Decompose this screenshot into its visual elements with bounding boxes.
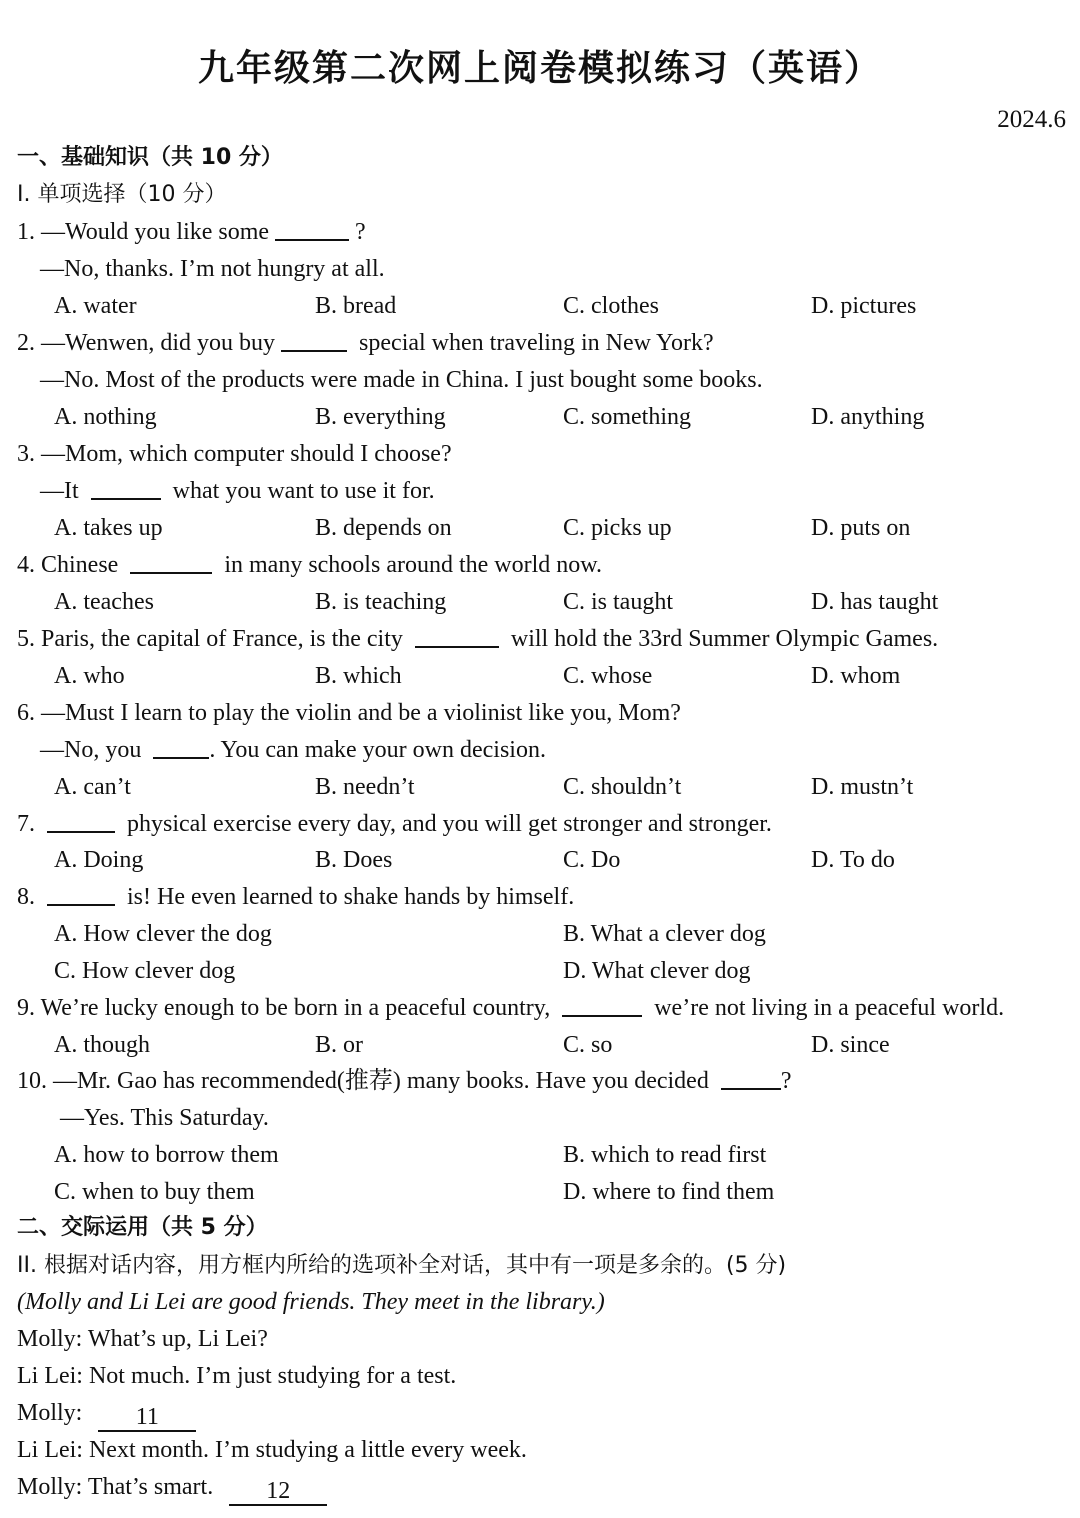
question-5	[17, 621, 938, 658]
dialogue-line-2: Li Lei: Not much. I’m just studying for a test.	[17, 1363, 457, 1389]
question-10	[17, 1063, 791, 1100]
dialogue-line-4: Li Lei: Next month. I’m studying a little every week.	[17, 1437, 527, 1463]
question-text: 4. Chinese	[17, 552, 119, 578]
option-c: C. How clever dog	[54, 958, 236, 984]
option-a: A. nothing	[54, 404, 157, 430]
question-text: is! He even learned to shake hands by himself.	[127, 884, 575, 910]
option-a: A. takes up	[54, 515, 163, 541]
option-a: A. can’t	[54, 774, 131, 800]
dialogue-line-3	[17, 1395, 202, 1432]
question-text: 5. Paris, the capital of France, is the city	[17, 626, 403, 652]
option-d: D. mustn’t	[811, 774, 914, 800]
option-c: C. Do	[563, 847, 621, 873]
question-text: in many schools around the world now.	[224, 552, 603, 578]
option-b: B. which	[315, 663, 402, 689]
answer-blank-12: 12	[229, 1476, 327, 1506]
option-b: B. is teaching	[315, 589, 447, 615]
option-a: A. How clever the dog	[54, 921, 272, 947]
question-3-reply	[40, 473, 435, 510]
question-9	[17, 990, 1004, 1027]
question-1-options	[17, 288, 1057, 325]
question-6: 6. —Must I learn to play the violin and be a violinist like you, Mom?	[17, 700, 681, 726]
question-6-reply	[40, 732, 546, 769]
question-text: . You can make your own decision.	[209, 737, 546, 763]
option-a: A. water	[54, 293, 137, 319]
part-2-heading: II. 根据对话内容，用方框内所给的选项补全对话，其中有一项是多余的。(5 分)	[17, 1253, 787, 1278]
question-number: 7.	[17, 811, 35, 837]
question-1-reply: —No, thanks. I’m not hungry at all.	[40, 256, 385, 282]
question-text: physical exercise every day, and you will get stronger and stronger.	[127, 811, 772, 837]
question-text: special when traveling in New York?	[359, 330, 714, 356]
option-b: B. which to read first	[563, 1142, 767, 1168]
option-b: B. everything	[315, 404, 446, 430]
option-c: C. is taught	[563, 589, 674, 615]
answer-blank	[281, 326, 347, 352]
option-b: B. needn’t	[315, 774, 415, 800]
option-a: A. Doing	[54, 847, 144, 873]
option-c: C. something	[563, 404, 692, 430]
option-d: D. What clever dog	[563, 958, 751, 984]
question-7	[17, 806, 772, 843]
section-2-heading: 二、交际运用（共 5 分）	[17, 1215, 268, 1240]
option-d: D. pictures	[811, 293, 917, 319]
question-text: 1. —Would you like some	[17, 219, 270, 245]
option-c: C. shouldn’t	[563, 774, 682, 800]
option-a: A. teaches	[54, 589, 154, 615]
question-2	[17, 325, 714, 362]
question-5-options	[17, 658, 1057, 695]
question-9-options	[17, 1027, 1057, 1064]
speaker-text: Molly: That’s smart.	[17, 1474, 214, 1500]
option-c: C. whose	[563, 663, 653, 689]
page-title: 九年级第二次网上阅卷模拟练习（英语）	[197, 48, 882, 89]
option-c: C. clothes	[563, 293, 659, 319]
answer-blank	[130, 548, 212, 574]
option-a: A. though	[54, 1032, 150, 1058]
answer-blank	[721, 1064, 781, 1090]
part-1-heading: I. 单项选择（10 分）	[17, 182, 227, 207]
option-d: D. To do	[811, 847, 895, 873]
option-b: B. Does	[315, 847, 393, 873]
question-text: ?	[355, 219, 366, 245]
option-d: D. anything	[811, 404, 925, 430]
question-text: 2. —Wenwen, did you buy	[17, 330, 276, 356]
question-text: will hold the 33rd Summer Olympic Games.	[510, 626, 939, 652]
question-text: —No, you	[40, 737, 142, 763]
question-text: we’re not living in a peaceful world.	[654, 995, 1005, 1021]
speaker-text: Molly:	[17, 1400, 83, 1426]
dialogue-line-5	[17, 1469, 333, 1506]
answer-blank	[47, 880, 115, 906]
question-3-options	[17, 510, 1057, 547]
option-b: B. or	[315, 1032, 363, 1058]
question-text: 9. We’re lucky enough to be born in a peaceful country,	[17, 995, 551, 1021]
question-text: what you want to use it for.	[172, 478, 435, 504]
option-c: C. so	[563, 1032, 613, 1058]
question-4	[17, 547, 602, 584]
option-c: C. picks up	[563, 515, 672, 541]
option-d: D. has taught	[811, 589, 939, 615]
option-d: D. since	[811, 1032, 890, 1058]
question-1	[17, 214, 366, 251]
answer-blank	[415, 622, 499, 648]
question-number: 8.	[17, 884, 35, 910]
answer-blank	[47, 807, 115, 833]
question-4-options	[17, 584, 1057, 621]
question-8-options-row-1	[17, 916, 1057, 953]
question-text: —It	[40, 478, 79, 504]
question-2-reply: —No. Most of the products were made in China. I just bought some books.	[40, 367, 763, 393]
question-10-options-row-2	[17, 1174, 1057, 1211]
question-6-options	[17, 769, 1057, 806]
question-8	[17, 879, 574, 916]
dialogue-context: (Molly and Li Lei are good friends. They meet in the library.)	[17, 1289, 605, 1315]
option-d: D. puts on	[811, 515, 911, 541]
option-d: D. whom	[811, 663, 901, 689]
question-3: 3. —Mom, which computer should I choose?	[17, 441, 452, 467]
question-7-options	[17, 842, 1057, 879]
option-b: B. depends on	[315, 515, 452, 541]
answer-blank-11: 11	[98, 1402, 196, 1432]
option-a: A. who	[54, 663, 125, 689]
question-10-options-row-1	[17, 1137, 1057, 1174]
option-c: C. when to buy them	[54, 1179, 255, 1205]
section-1-heading: 一、基础知识（共 10 分）	[17, 145, 283, 170]
question-8-options-row-2	[17, 953, 1057, 990]
option-d: D. where to find them	[563, 1179, 775, 1205]
answer-blank	[275, 215, 349, 241]
question-text: 10. —Mr. Gao has recommended(推荐) many books. Have you decided	[17, 1068, 709, 1094]
option-b: B. What a clever dog	[563, 921, 766, 947]
question-10-reply: —Yes. This Saturday.	[60, 1105, 269, 1131]
option-b: B. bread	[315, 293, 397, 319]
answer-blank	[153, 733, 209, 759]
question-text: ?	[780, 1068, 792, 1094]
option-a: A. how to borrow them	[54, 1142, 279, 1168]
question-2-options	[17, 399, 1057, 436]
answer-blank	[562, 991, 642, 1017]
exam-date: 2024.6	[997, 106, 1066, 133]
dialogue-line-1: Molly: What’s up, Li Lei?	[17, 1326, 268, 1352]
answer-blank	[91, 474, 161, 500]
